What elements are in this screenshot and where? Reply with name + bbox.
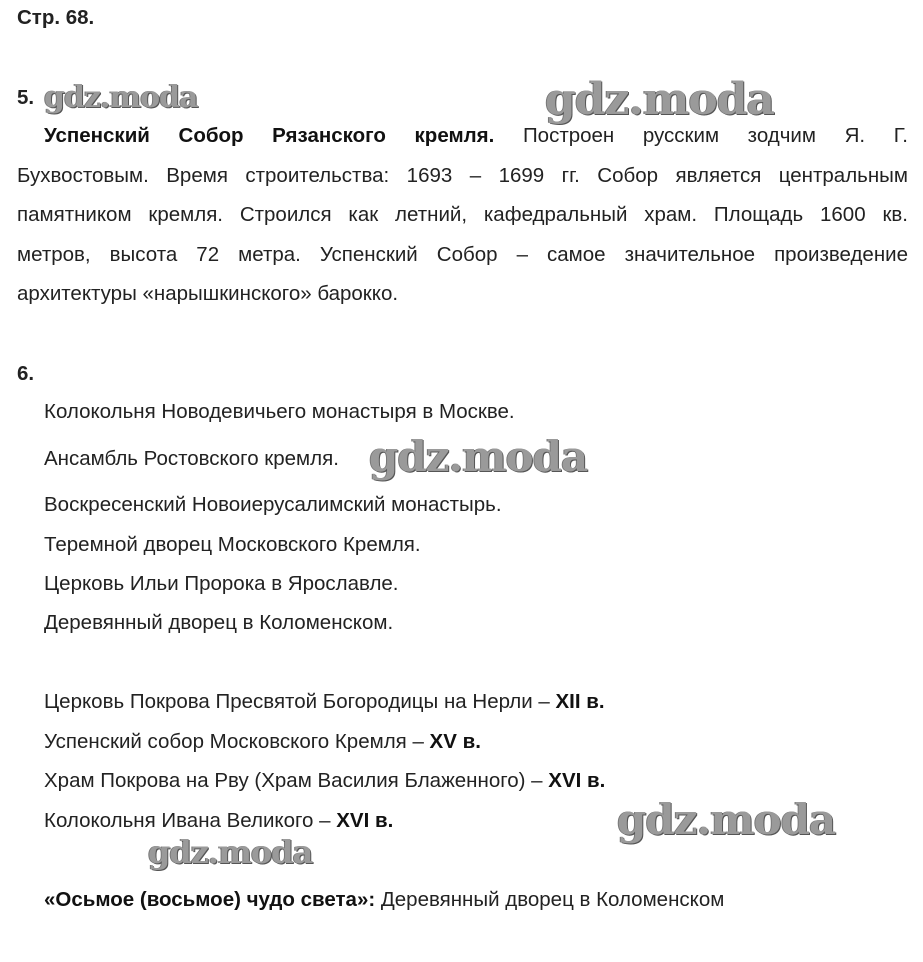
list-item — [44, 690, 605, 714]
monument-name: Церковь Покрова Пресвятой Богородицы на Нерли – — [44, 690, 556, 713]
watermark: gdz.moda — [44, 80, 198, 115]
century: XV в. — [429, 730, 481, 753]
monument-name: Колокольня Ивана Великого – — [44, 809, 337, 832]
monument-name: Храм Покрова на Рву (Храм Василия Блаженного) – — [44, 769, 549, 792]
wonder-line — [44, 888, 724, 912]
list-item: Воскресенский Новоиерусалимский монастырь. — [44, 493, 502, 516]
watermark: gdz.moda — [617, 795, 836, 844]
task-5-line-5: архитектуры «нарышкинского» барокко. — [17, 282, 399, 305]
century: XVI в. — [548, 769, 606, 792]
monument-name: Успенский собор Московского Кремля – — [44, 730, 430, 753]
wonder-label: «Осьмое (восьмое) чудо света»: — [44, 888, 376, 911]
task-5-title: Успенский Собор Рязанского кремля. — [44, 124, 495, 147]
list-item: Ансамбль Ростовского кремля. — [44, 447, 339, 470]
list-item — [44, 769, 605, 793]
task-5-number: 5. — [17, 86, 35, 109]
list-item: Теремной дворец Московского Кремля. — [44, 533, 421, 556]
wonder-value: Деревянный дворец в Коломенском — [375, 888, 725, 911]
task-5-line-1 — [17, 124, 908, 148]
task-5-line-4: метров, высота 72 метра. Успенский Собор – самое значительное произведение — [17, 243, 908, 266]
century: XVI в. — [336, 809, 394, 832]
watermark: gdz.moda — [369, 432, 588, 481]
century: XII в. — [555, 690, 605, 713]
list-item — [44, 809, 393, 833]
page-label: Стр. 68. — [17, 6, 95, 29]
task-5-text: Построен русским зодчим Я. Г. — [522, 124, 909, 147]
watermark: gdz.moda — [545, 74, 775, 125]
list-item: Деревянный дворец в Коломенском. — [44, 611, 394, 634]
task-6-number: 6. — [17, 362, 35, 385]
list-item — [44, 730, 481, 754]
watermark: gdz.moda — [148, 833, 313, 871]
task-5-line-3: памятником кремля. Строился как летний, кафедральный храм. Площадь 1600 кв. — [17, 203, 908, 226]
task-5-line-2: Бухвостовым. Время строительства: 1693 – 1699 гг. Собор является центральным — [17, 164, 908, 187]
list-item: Колокольня Новодевичьего монастыря в Москве. — [44, 400, 515, 423]
list-item: Церковь Ильи Пророка в Ярославле. — [44, 572, 399, 595]
